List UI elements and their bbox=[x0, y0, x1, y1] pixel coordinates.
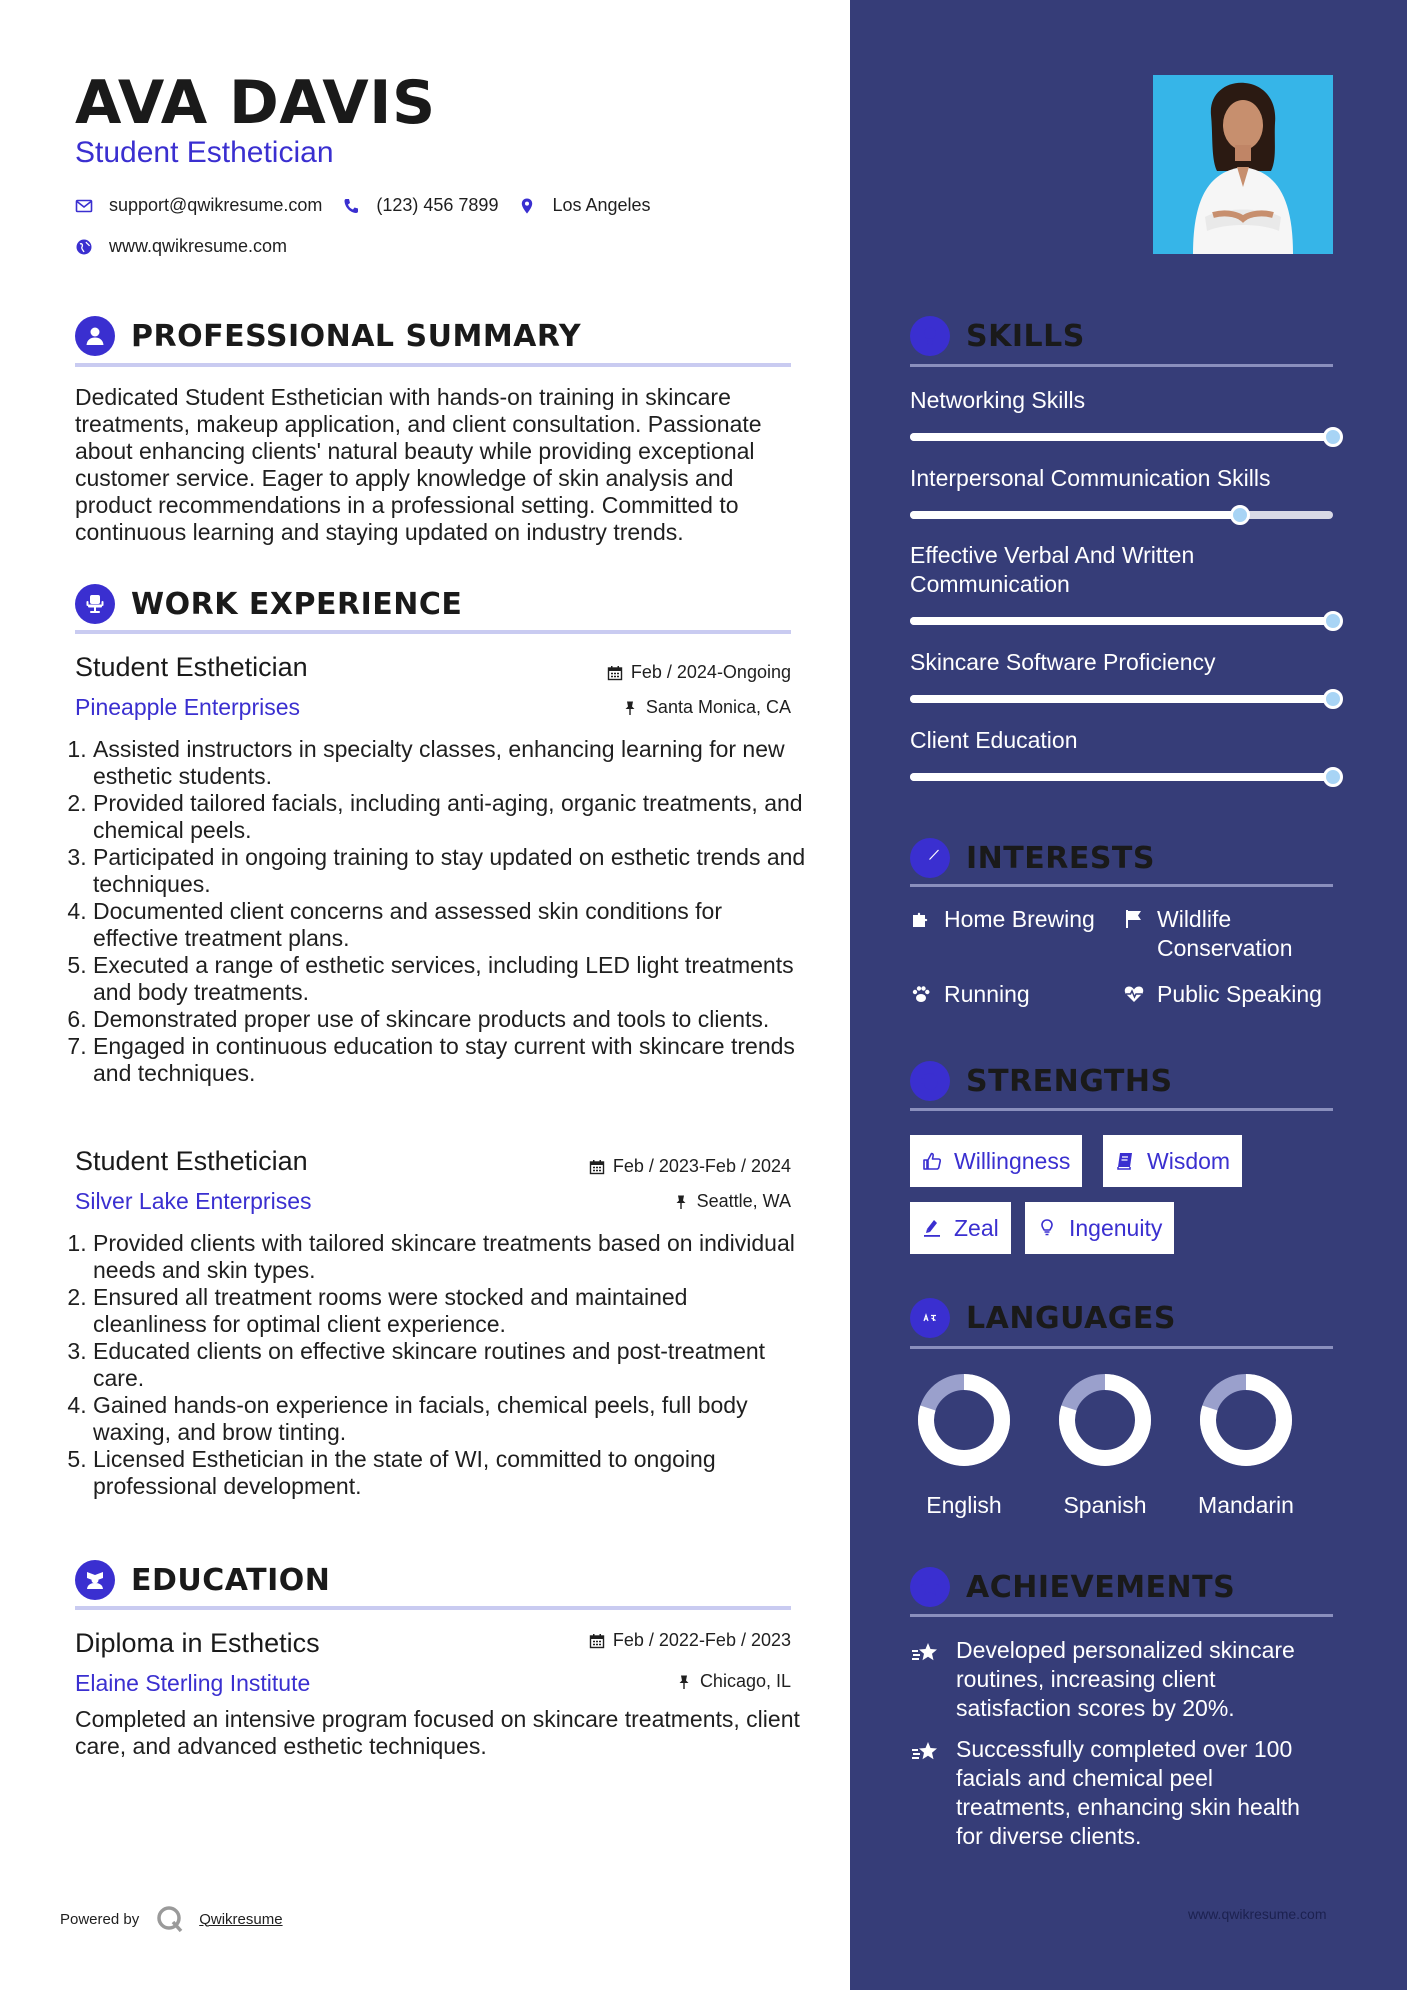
fist-icon bbox=[919, 1070, 941, 1092]
language-label: English bbox=[926, 1492, 1002, 1518]
experience-title: WORK EXPERIENCE bbox=[131, 586, 463, 622]
interest-label: Wildlife Conservation bbox=[1157, 906, 1293, 961]
envelope-icon bbox=[75, 197, 93, 215]
job-bullets bbox=[66, 736, 806, 1087]
shooting-star-icon bbox=[910, 1638, 940, 1668]
languages-divider bbox=[910, 1346, 1333, 1349]
interest-item bbox=[910, 980, 1030, 1009]
skill-bar bbox=[910, 511, 1333, 519]
profile-photo bbox=[1153, 75, 1333, 254]
skill-label: Effective Verbal And Written Communication bbox=[910, 542, 1195, 597]
education-location bbox=[420, 1671, 791, 1692]
interest-item bbox=[1123, 905, 1333, 963]
education-dates-text: Feb / 2022-Feb / 2023 bbox=[612, 1630, 791, 1650]
portrait-image bbox=[1153, 75, 1333, 254]
language-item bbox=[894, 1372, 1034, 1519]
language-label: Mandarin bbox=[1198, 1492, 1294, 1518]
achievement-text: Successfully completed over 100 facials and chemical peel treatments, enhancing skin health for diverse clients. bbox=[956, 1736, 1300, 1849]
paw-icon bbox=[910, 983, 932, 1005]
achievements-title: ACHIEVEMENTS bbox=[966, 1569, 1236, 1605]
contact-email[interactable] bbox=[75, 195, 322, 216]
skills-title: SKILLS bbox=[966, 318, 1085, 354]
user-icon bbox=[84, 325, 106, 347]
skill-bar-fill bbox=[910, 773, 1333, 781]
strengths-divider bbox=[910, 1108, 1333, 1111]
map-pin-icon bbox=[518, 197, 536, 215]
list-item: 3. Educated clients on effective skincare routines and post-treatment care. bbox=[93, 1338, 806, 1392]
fist-icon-badge bbox=[910, 1061, 950, 1101]
achievement-item bbox=[910, 1735, 1330, 1851]
skill-label: Skincare Software Proficiency bbox=[910, 649, 1216, 675]
job-location-text: Santa Monica, CA bbox=[645, 697, 791, 717]
pushpin-icon bbox=[676, 1674, 692, 1690]
powered-by bbox=[60, 1904, 283, 1934]
summary-text: Dedicated Student Esthetician with hands-on training in skincare treatments, makeup application, and client consultation. Passionate about enhancing clients' natural beauty while providing exceptional customer service. Eager to apply knowledge of skin analysis and product recommendations in a professional setting. Committed to continuous learning and staying updated on industry trends. bbox=[75, 384, 762, 545]
job-title: Student Esthetician bbox=[75, 1146, 308, 1176]
skill-bar-fill bbox=[910, 695, 1333, 703]
skill-bar-knob bbox=[1323, 611, 1343, 631]
book-icon bbox=[1115, 1151, 1135, 1171]
user-icon-badge bbox=[75, 316, 115, 356]
language-item bbox=[1035, 1372, 1175, 1519]
powered-label: Powered by bbox=[60, 1910, 140, 1928]
interest-label: Running bbox=[944, 981, 1030, 1007]
chair-icon-badge bbox=[75, 584, 115, 624]
candidate-name: AVA DAVIS bbox=[75, 68, 436, 138]
calendar-icon bbox=[589, 1633, 605, 1649]
lightbulb-outline-icon bbox=[1037, 1218, 1057, 1238]
job-title: Student Esthetician bbox=[75, 652, 308, 682]
skill-bar-knob bbox=[1323, 689, 1343, 709]
strengths-heading bbox=[910, 1061, 1173, 1101]
strength-chip bbox=[910, 1202, 1011, 1254]
skill-bar-fill bbox=[910, 433, 1333, 441]
interest-label: Public Speaking bbox=[1157, 981, 1322, 1007]
strength-label: Wisdom bbox=[1147, 1147, 1231, 1174]
contact-row-primary bbox=[75, 195, 671, 216]
list-item: 5. Licensed Esthetician in the state of WI, committed to ongoing professional development. bbox=[93, 1446, 806, 1500]
graduate-icon bbox=[84, 1569, 106, 1591]
job-dates-text: Feb / 2024-Ongoing bbox=[630, 662, 791, 682]
contact-phone[interactable] bbox=[342, 195, 498, 216]
language-ring bbox=[1057, 1372, 1153, 1468]
strengths-title: STRENGTHS bbox=[966, 1063, 1173, 1099]
flag-icon bbox=[1123, 908, 1145, 930]
translate-icon-badge bbox=[910, 1298, 950, 1338]
strength-chip bbox=[1025, 1202, 1174, 1254]
skill-bar-knob bbox=[1323, 767, 1343, 787]
achievements-heading bbox=[910, 1567, 1235, 1607]
interest-label: Home Brewing bbox=[944, 906, 1095, 932]
lightbulb-icon bbox=[919, 325, 941, 347]
list-item: 4. Gained hands-on experience in facials, chemical peels, full body waxing, and brow tinting. bbox=[93, 1392, 806, 1446]
language-item bbox=[1176, 1372, 1316, 1519]
job-dates-text: Feb / 2023-Feb / 2024 bbox=[612, 1156, 791, 1176]
lightbulb-icon-badge bbox=[910, 316, 950, 356]
star-icon-badge bbox=[910, 1567, 950, 1607]
globe-icon bbox=[75, 238, 93, 256]
skills-heading bbox=[910, 316, 1085, 356]
language-ring bbox=[916, 1372, 1012, 1468]
education-location-text: Chicago, IL bbox=[699, 1671, 791, 1691]
achievement-text: Developed personalized skincare routines, increasing client satisfaction scores by 20%. bbox=[956, 1637, 1295, 1721]
company-name: Pineapple Enterprises bbox=[75, 694, 301, 720]
languages-title: LANGUAGES bbox=[966, 1300, 1176, 1336]
translate-icon bbox=[919, 1307, 941, 1329]
strength-chip bbox=[910, 1135, 1082, 1187]
calendar-icon bbox=[589, 1159, 605, 1175]
strength-label: Zeal bbox=[954, 1214, 999, 1241]
school-name: Elaine Sterling Institute bbox=[75, 1670, 311, 1696]
phone-icon bbox=[342, 197, 360, 215]
star-icon bbox=[919, 1576, 941, 1598]
footer-website[interactable]: www.qwikresume.com bbox=[1188, 1906, 1327, 1922]
languages-heading bbox=[910, 1298, 1176, 1338]
degree-title: Diploma in Esthetics bbox=[75, 1628, 320, 1658]
graduate-icon-badge bbox=[75, 1560, 115, 1600]
contact-row-secondary bbox=[75, 236, 307, 257]
interests-title: INTERESTS bbox=[966, 840, 1155, 876]
interest-item bbox=[910, 905, 1095, 934]
brand-link[interactable]: Qwikresume bbox=[199, 1910, 283, 1928]
skill-bar-fill bbox=[910, 617, 1333, 625]
list-item: 1. Provided clients with tailored skincare treatments based on individual needs and skin types. bbox=[93, 1230, 806, 1284]
language-label: Spanish bbox=[1063, 1492, 1147, 1518]
job-location bbox=[420, 697, 791, 718]
list-item: 3. Participated in ongoing training to stay updated on esthetic trends and techniques. bbox=[93, 844, 806, 898]
pushpin-icon bbox=[622, 700, 638, 716]
pen-icon bbox=[922, 1218, 942, 1238]
summary-title: PROFESSIONAL SUMMARY bbox=[131, 318, 582, 354]
summary-heading bbox=[75, 316, 581, 356]
achievements-divider bbox=[910, 1614, 1333, 1617]
list-item: 2. Ensured all treatment rooms were stocked and maintained cleanliness for optimal client experience. bbox=[93, 1284, 806, 1338]
education-title: EDUCATION bbox=[131, 1562, 331, 1598]
skill-bar bbox=[910, 695, 1333, 703]
experience-heading bbox=[75, 584, 462, 624]
job-bullets bbox=[66, 1230, 806, 1500]
list-item: 1. Assisted instructors in specialty classes, enhancing learning for new esthetic students. bbox=[93, 736, 806, 790]
list-item: 7. Engaged in continuous education to stay current with skincare trends and techniques. bbox=[93, 1033, 806, 1087]
skill-label: Networking Skills bbox=[910, 387, 1086, 413]
education-description: Completed an intensive program focused on skincare treatments, client care, and advanced esthetic techniques. bbox=[75, 1706, 800, 1759]
interests-divider bbox=[910, 884, 1333, 887]
skill-label: Interpersonal Communication Skills bbox=[910, 465, 1271, 491]
location-text: Los Angeles bbox=[552, 195, 651, 215]
list-item: 6. Demonstrated proper use of skincare products and tools to clients. bbox=[93, 1006, 806, 1033]
skill-bar-fill bbox=[910, 511, 1240, 519]
strength-label: Ingenuity bbox=[1069, 1214, 1163, 1241]
skill-bar-knob bbox=[1230, 505, 1250, 525]
job-dates bbox=[420, 662, 791, 683]
list-item: 5. Executed a range of esthetic services, including LED light treatments and body treatments. bbox=[93, 952, 806, 1006]
paper-plane-icon-badge bbox=[910, 838, 950, 878]
puzzle-icon bbox=[910, 908, 932, 930]
email-text: support@qwikresume.com bbox=[109, 195, 323, 215]
experience-divider bbox=[75, 630, 791, 634]
candidate-role: Student Esthetician bbox=[75, 136, 334, 169]
skill-bar bbox=[910, 617, 1333, 625]
job-dates bbox=[420, 1156, 791, 1177]
skill-bar bbox=[910, 773, 1333, 781]
list-item: 2. Provided tailored facials, including anti-aging, organic treatments, and chemical peels. bbox=[93, 790, 806, 844]
language-ring bbox=[1198, 1372, 1294, 1468]
education-dates bbox=[420, 1630, 791, 1651]
skill-label: Client Education bbox=[910, 727, 1078, 753]
job-location-text: Seattle, WA bbox=[696, 1191, 791, 1211]
shooting-star-icon bbox=[910, 1737, 940, 1767]
skill-bar bbox=[910, 433, 1333, 441]
skills-divider bbox=[910, 364, 1333, 367]
strength-chip bbox=[1103, 1135, 1242, 1187]
interests-heading bbox=[910, 838, 1155, 878]
education-heading bbox=[75, 1560, 330, 1600]
phone-text: (123) 456 7899 bbox=[376, 195, 499, 215]
thumbs-up-icon bbox=[922, 1151, 942, 1171]
pushpin-icon bbox=[673, 1194, 689, 1210]
paper-plane-icon bbox=[919, 847, 941, 869]
office-chair-icon bbox=[84, 593, 106, 615]
interest-item bbox=[1123, 980, 1333, 1009]
list-item: 4. Documented client concerns and assessed skin conditions for effective treatment plans. bbox=[93, 898, 806, 952]
strength-label: Willingness bbox=[954, 1147, 1071, 1174]
qwikresume-logo-icon bbox=[155, 1904, 185, 1934]
contact-location bbox=[518, 195, 650, 216]
education-divider bbox=[75, 1606, 791, 1610]
summary-divider bbox=[75, 363, 791, 367]
job-location bbox=[420, 1191, 791, 1212]
calendar-icon bbox=[607, 665, 623, 681]
contact-website[interactable] bbox=[75, 236, 287, 257]
skill-bar-knob bbox=[1323, 427, 1343, 447]
website-text: www.qwikresume.com bbox=[109, 236, 288, 256]
company-name: Silver Lake Enterprises bbox=[75, 1188, 312, 1214]
achievement-item bbox=[910, 1636, 1330, 1723]
heartbeat-icon bbox=[1123, 983, 1145, 1005]
